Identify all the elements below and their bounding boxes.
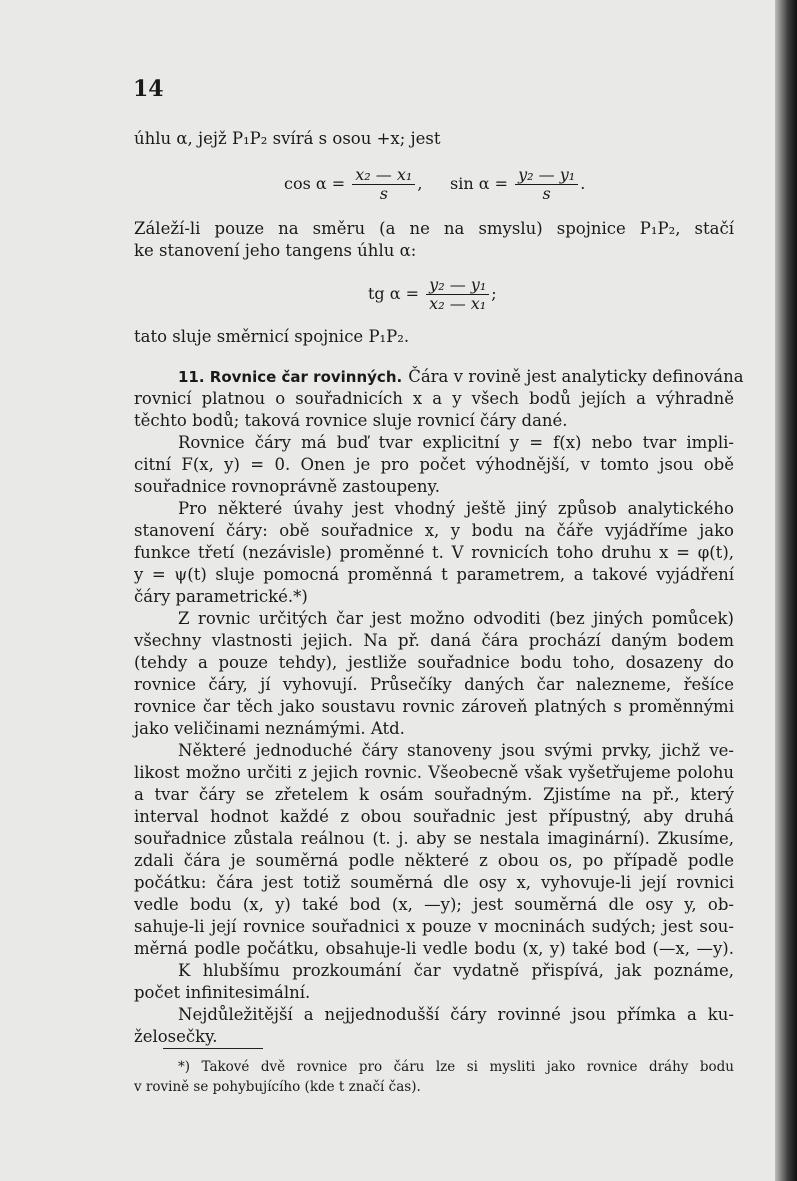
- text-line: počátku: čára jest totiž souměrná dle osy x, vyhovuje-li její rovnici: [134, 873, 734, 892]
- text-line: rovnice čar těch jako soustavu rovnic zároveň platných s proměnnými: [134, 697, 734, 716]
- text-line: Pro některé úvahy jest vhodný ještě jiný způsob analytického: [178, 499, 734, 518]
- fraction-num: y₂ — y₁: [515, 166, 578, 185]
- fraction: [426, 276, 489, 313]
- formula-tail: ;: [491, 284, 497, 303]
- text-line: čáry parametrické.*): [134, 587, 308, 606]
- page-edge-shadow: [775, 0, 797, 1181]
- text-line: úhlu α, jejž P₁P₂ svírá s osou +x; jest: [134, 129, 441, 148]
- text-line: všechny vlastnosti jejich. Na př. daná čára prochází daným bodem: [134, 631, 734, 650]
- text-line: Některé jednoduché čáry stanoveny jsou svými prvky, jichž ve-: [178, 741, 734, 760]
- text-line: tato sluje směrnicí spojnice P₁P₂.: [134, 327, 410, 346]
- text-line: měrná podle počátku, obsahuje-li vedle bodu (x, y) také bod (—x, —y).: [134, 939, 734, 958]
- text-line: rovnice čáry, jí vyhovují. Průsečíky daných čar nalezneme, řešíce: [134, 675, 734, 694]
- formula-tg-lhs: tg α =: [368, 284, 420, 303]
- text-line: K hlubšímu prozkoumání čar vydatně přispívá, jak poznáme,: [178, 961, 734, 980]
- text-line: jako veličinami neznámými. Atd.: [134, 719, 405, 738]
- formula-tail: .: [580, 174, 586, 193]
- text-line: interval hodnot každé z obou souřadnic jest přípustný, aby druhá: [134, 807, 734, 826]
- formula-tail: ,: [417, 174, 423, 193]
- footnote-rule: [163, 1048, 263, 1049]
- fraction-den: s: [379, 184, 388, 203]
- text-line: souřadnice rovnoprávně zastoupeny.: [134, 477, 440, 496]
- text-line: želosečky.: [134, 1027, 218, 1046]
- text-line: Záleží-li pouze na směru (a ne na smyslu) spojnice P₁P₂, stačí: [134, 219, 734, 238]
- footnote-line: v rovině se pohybujícího (kde t značí čas).: [134, 1079, 421, 1095]
- text-line: y = ψ(t) sluje pomocná proměnná t parametrem, a takové vyjádření: [134, 565, 734, 584]
- fraction-num: y₂ — y₁: [426, 276, 489, 295]
- text-line: Nejdůležitější a nejjednodušší čáry rovinné jsou přímka a ku-: [178, 1005, 734, 1024]
- text-line: sahuje-li její rovnice souřadnici x pouze v mocninách sudých; jest sou-: [134, 917, 734, 936]
- text-line: vedle bodu (x, y) také bod (x, —y); jest souměrná dle osy y, ob-: [134, 895, 734, 914]
- fraction: [352, 166, 415, 203]
- formula-tg: [368, 276, 497, 313]
- fraction-num: x₂ — x₁: [352, 166, 415, 185]
- text-line: Čára v rovině jest analyticky definována: [408, 367, 744, 386]
- text-line: citní F(x, y) = 0. Onen je pro počet výhodnější, v tomto jsou obě: [134, 455, 734, 474]
- text-line: souřadnice zůstala reálnou (t. j. aby se nestala imaginární). Zkusíme,: [134, 829, 734, 848]
- text-line: stanovení čáry: obě souřadnice x, y bodu na čáře vyjádříme jako: [134, 521, 734, 540]
- text-line: rovnicí platnou o souřadnicích x a y všech bodů jejích a výhradně: [134, 389, 734, 408]
- formula-cos-lhs: cos α =: [284, 174, 346, 193]
- formula-sin: [450, 166, 585, 203]
- page-number: 14: [133, 76, 164, 102]
- section-first-line: [178, 366, 744, 388]
- fraction-den: x₂ — x₁: [429, 294, 487, 313]
- text-line: (tehdy a pouze tehdy), jestliže souřadnice bodu toho, dosazeny do: [134, 653, 734, 672]
- footnote-line: *) Takové dvě rovnice pro čáru lze si mysliti jako rovnice dráhy bodu: [178, 1059, 734, 1075]
- text-line: Z rovnic určitých čar jest možno odvoditi (bez jiných pomůcek): [178, 609, 734, 628]
- text-line: zdali čára je souměrná podle některé z obou os, po případě podle: [134, 851, 734, 870]
- text-line: ke stanovení jeho tangens úhlu α:: [134, 241, 417, 260]
- text-line: těchto bodů; taková rovnice sluje rovnicí čáry dané.: [134, 411, 568, 430]
- fraction-den: s: [542, 184, 551, 203]
- formula-sin-lhs: sin α =: [450, 174, 509, 193]
- formula-cos: [284, 166, 422, 203]
- fraction: [515, 166, 578, 203]
- text-line: a tvar čáry se zřetelem k osám souřadným. Zjistíme na př., který: [134, 785, 734, 804]
- text-line: likost možno určiti z jejich rovnic. Všeobecně však vyšetřujeme polohu: [134, 763, 734, 782]
- text-line: Rovnice čáry má buď tvar explicitní y = f(x) nebo tvar impli-: [178, 433, 734, 452]
- text-line: funkce třetí (nezávisle) proměnné t. V rovnicích toho druhu x = φ(t),: [134, 543, 734, 562]
- section-heading: 11. Rovnice čar rovinných.: [178, 368, 403, 386]
- text-line: počet infinitesimální.: [134, 983, 311, 1002]
